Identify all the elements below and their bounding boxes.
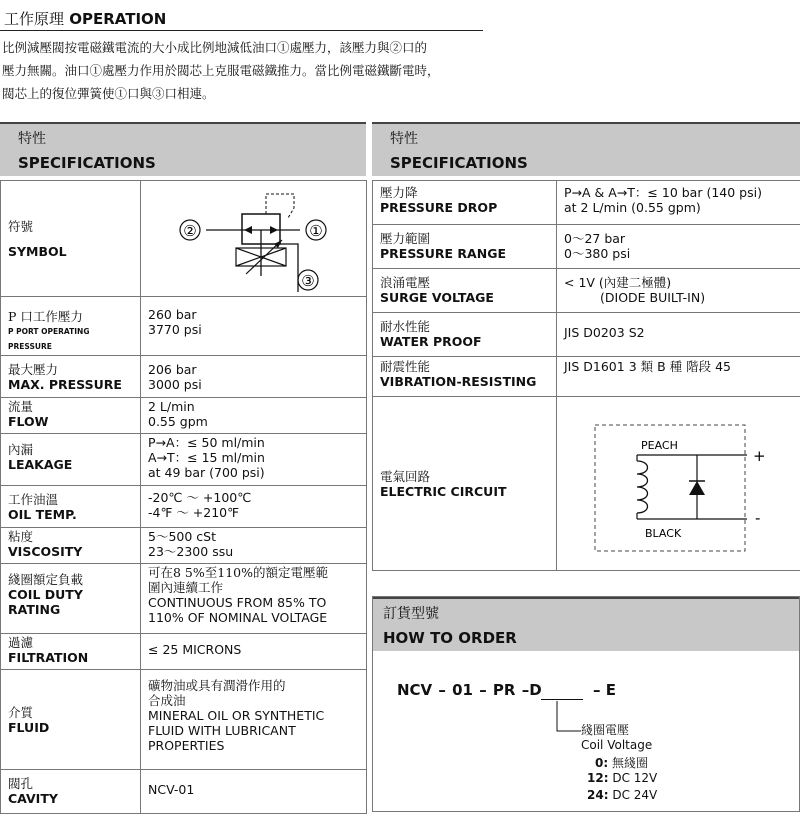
spec-row-symbol: 符號 SYMBOL ② ① ③ bbox=[1, 181, 367, 297]
how-to-order-panel bbox=[372, 596, 800, 812]
plus-label: + bbox=[753, 447, 766, 465]
operation-rule bbox=[0, 30, 483, 31]
spec-row: 內漏 LEAKAGE P→A：≤ 50 ml/min A→T：≤ 15 ml/min at 49 bar (700 psi) bbox=[1, 434, 367, 486]
minus-label: - bbox=[755, 509, 760, 527]
spec-row: 最大壓力 MAX. PRESSURE 206 bar 3000 psi bbox=[1, 356, 367, 398]
right-spec-table bbox=[372, 180, 800, 571]
spec-row: 壓力降 PRESSURE DROP P→A & A→T：≤ 10 bar (140 psi) at 2 L/min (0.55 gpm) bbox=[373, 181, 800, 225]
model-code: NCV – 01 – PR –D bbox=[397, 681, 542, 699]
left-spec-header: 特性 SPECIFICATIONS bbox=[0, 122, 366, 176]
valve-symbol-icon bbox=[148, 182, 358, 292]
coil-voltage-leader-icon bbox=[549, 701, 583, 741]
spec-row: 耐震性能 VIBRATION-RESISTING JIS D1601 3 類 B 種 階段 45 bbox=[373, 357, 800, 397]
port-1-label: ① bbox=[309, 222, 322, 240]
spec-row: P 口工作壓力 P PORT OPERATING PRESSURE 260 bar 3770 psi bbox=[1, 297, 367, 356]
electric-circuit-diagram bbox=[557, 397, 800, 571]
coil-option: 12: DC 12V bbox=[587, 771, 657, 785]
spec-row: 綫圈額定負載 COIL DUTY RATING 可在8 5%至110%的額定電壓範 圍內連續工作 CONTINUOUS FROM 85% TO 110% OF NOMINAL VOLTAGE bbox=[1, 564, 367, 634]
black-label: BLACK bbox=[645, 527, 682, 540]
coil-voltage-legend: 綫圈電壓 Coil Voltage bbox=[581, 723, 652, 753]
coil-option: 24: DC 24V bbox=[587, 788, 657, 802]
coil-option: 0: 無綫圈 bbox=[595, 754, 648, 771]
port-3-label: ③ bbox=[301, 272, 314, 290]
spec-row: 耐水性能 WATER PROOF JIS D0203 S2 bbox=[373, 313, 800, 357]
right-spec-header: 特性 SPECIFICATIONS bbox=[372, 122, 800, 176]
spec-row: 粘度 VISCOSITY 5～500 cSt 23～2300 ssu bbox=[1, 528, 367, 564]
spec-row: 閥孔 CAVITY NCV-01 bbox=[1, 770, 367, 814]
operation-text: 比例減壓閥按電磁鐵電流的大小成比例地減低油口①處壓力，該壓力與②口的 壓力無關。油口①處壓力作用於閥芯上克服電磁鐵推力。當比例電磁鐵斷電時， 閥芯上的復位彈簧使①口與③口相連。 bbox=[2, 36, 492, 105]
how-to-order-header: 訂貨型號 HOW TO ORDER bbox=[373, 597, 799, 651]
operation-title: 工作原理 OPERATION bbox=[4, 8, 166, 29]
spec-row: 流量 FLOW 2 L/min 0.55 gpm bbox=[1, 398, 367, 434]
model-suffix: – E bbox=[593, 681, 616, 699]
spec-row: 過濾 FILTRATION ≤ 25 MICRONS bbox=[1, 634, 367, 670]
left-spec-table bbox=[0, 180, 367, 814]
port-2-label: ② bbox=[183, 222, 196, 240]
spec-row: 工作油溫 OIL TEMP. -20℃ ～ +100℃ -4℉ ～ +210℉ bbox=[1, 486, 367, 528]
spec-row: 介質 FLUID 礦物油或具有潤滑作用的 合成油 MINERAL OIL OR SYNTHETIC FLUID WITH LUBRICANT PROPERTIES bbox=[1, 670, 367, 770]
spec-row: 壓力範圍 PRESSURE RANGE 0～27 bar 0～380 psi bbox=[373, 225, 800, 269]
circuit-icon bbox=[557, 397, 799, 567]
spec-row: 浪涌電壓 SURGE VOLTAGE < 1V (內建二極體) (DIODE BUILT-IN) bbox=[373, 269, 800, 313]
coil-voltage-blank bbox=[541, 699, 583, 700]
hydraulic-symbol bbox=[141, 181, 367, 297]
peach-label: PEACH bbox=[641, 439, 678, 452]
spec-row-electric-circuit: 電氣回路 ELECTRIC CIRCUIT PEACH BLACK + - bbox=[373, 397, 800, 571]
